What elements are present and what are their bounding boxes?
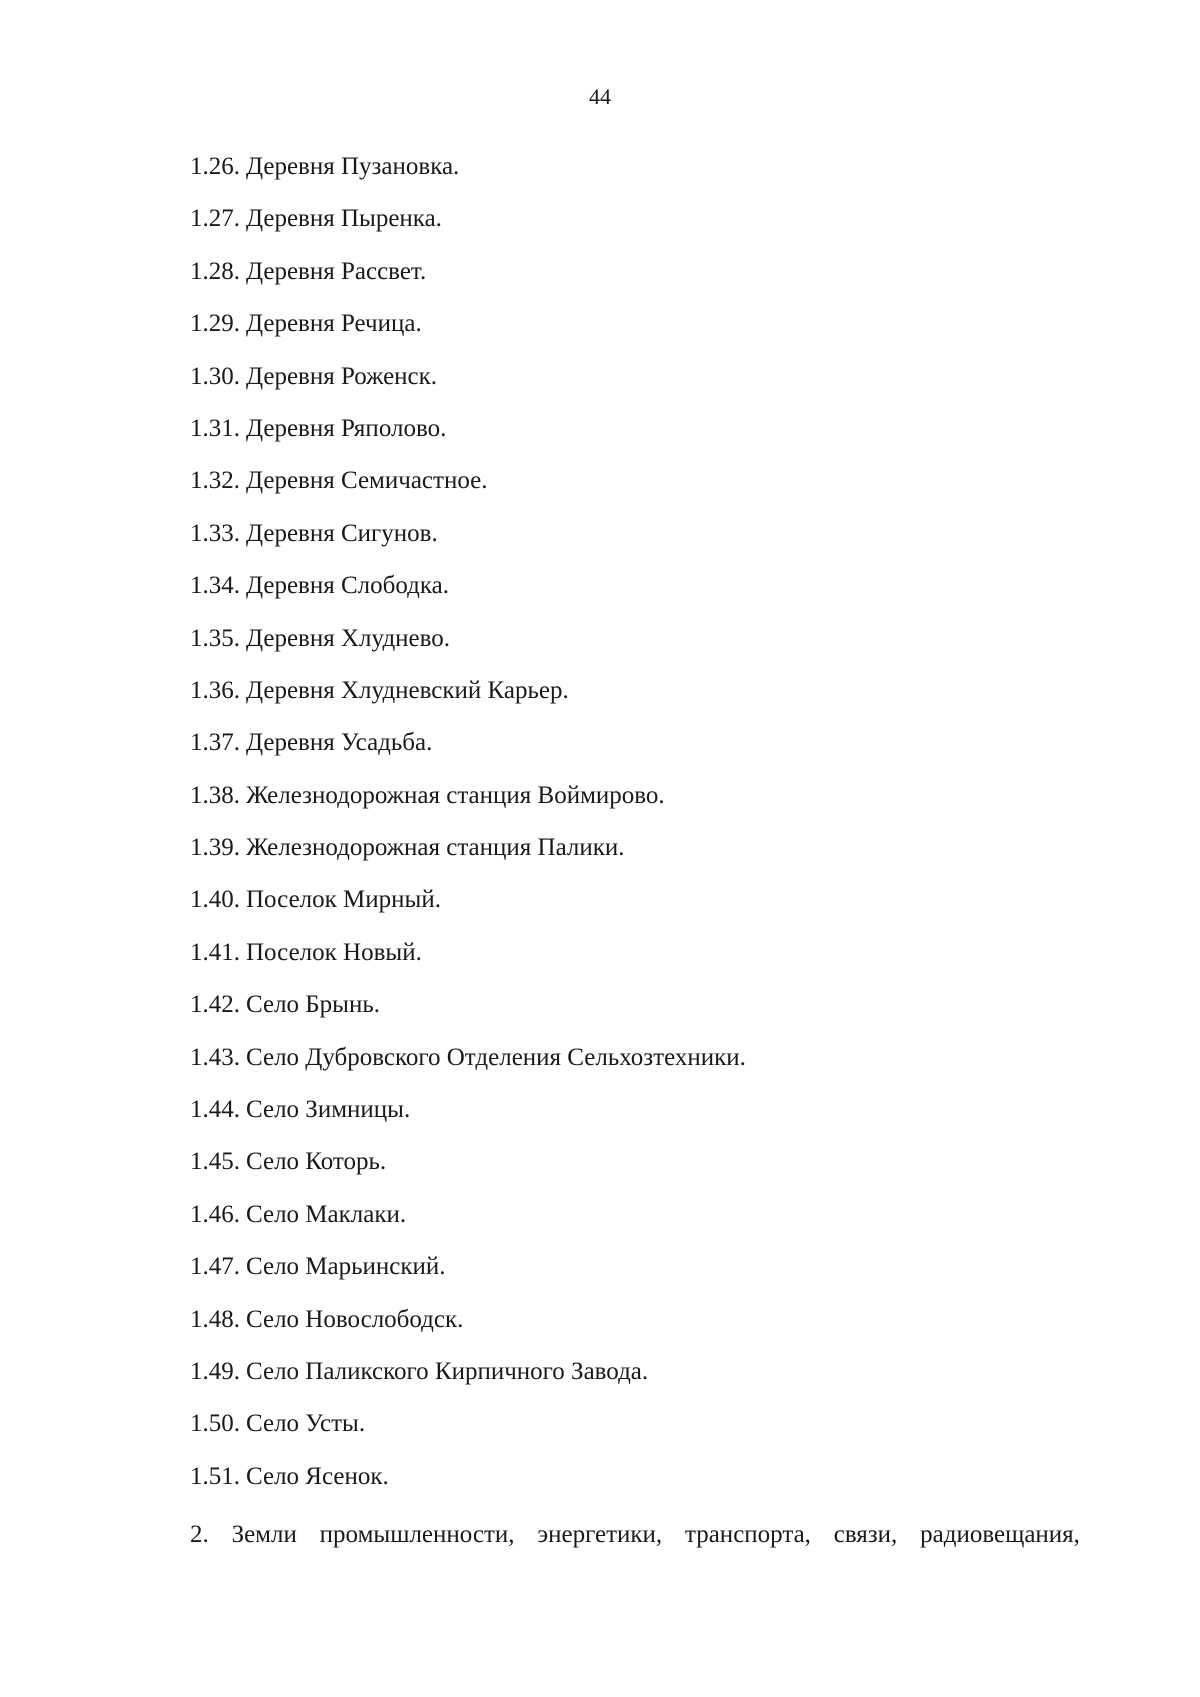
list-item [190, 728, 1090, 758]
list-item [190, 1357, 1090, 1387]
list-item [190, 1305, 1090, 1335]
list-item-text: Село Паликского Кирпичного Завода. [246, 1357, 649, 1385]
list-item [190, 1095, 1090, 1125]
heading-word: промышленности, [319, 1521, 515, 1548]
list-item [190, 833, 1090, 863]
list-item [190, 624, 1090, 654]
section-heading-line [190, 1520, 1080, 1550]
list-item-text: Деревня Хлуднево. [246, 624, 451, 652]
list-item-text: Деревня Слободка. [246, 572, 449, 600]
list-item-text: Село Которь. [246, 1148, 387, 1176]
list-item-number: 1.26. [190, 153, 240, 180]
list-item-text: Село Ясенок. [246, 1462, 389, 1490]
list-item [190, 885, 1090, 915]
list-item-number: 1.44. [190, 1096, 240, 1124]
list-item-number: 1.34. [190, 572, 240, 600]
list-item-text: Деревня Усадьба. [246, 729, 433, 757]
list-item-number: 1.48. [190, 1305, 240, 1333]
list-item-text: Село Усты. [246, 1410, 366, 1438]
list-item [190, 571, 1090, 601]
heading-word: энергетики, [537, 1521, 663, 1548]
heading-word: связи, [833, 1521, 898, 1548]
list-item-number: 1.30. [190, 362, 240, 390]
list-item-number: 1.37. [190, 729, 240, 757]
list-item-number: 1.41. [190, 938, 240, 966]
list-item [190, 257, 1090, 287]
list-item [190, 938, 1090, 968]
settlement-list [190, 152, 1090, 1514]
list-item-text: Село Зимницы. [246, 1096, 411, 1124]
list-item-number: 1.40. [190, 886, 240, 914]
list-item [190, 990, 1090, 1020]
list-item-text: Деревня Пузановка. [246, 153, 460, 180]
list-item-text: Деревня Пыренка. [246, 205, 442, 233]
list-item [190, 1462, 1090, 1492]
list-item-text: Деревня Ряполово. [246, 414, 447, 442]
list-item-number: 1.46. [190, 1200, 240, 1228]
list-item-text: Село Новослободск. [246, 1305, 464, 1333]
list-item-number: 1.38. [190, 781, 240, 809]
list-item [190, 676, 1090, 706]
heading-word: 2. [190, 1521, 209, 1548]
list-item [190, 466, 1090, 496]
list-item [190, 152, 1090, 182]
list-item [190, 1252, 1090, 1282]
list-item-text: Поселок Новый. [246, 938, 422, 966]
list-item-number: 1.39. [190, 834, 240, 862]
list-item-text: Деревня Хлудневский Карьер. [246, 676, 569, 704]
list-item [190, 362, 1090, 392]
list-item [190, 1409, 1090, 1439]
list-item-number: 1.42. [190, 991, 240, 1019]
list-item-text: Деревня Семичастное. [246, 467, 488, 495]
list-item-text: Село Марьинский. [246, 1253, 446, 1281]
list-item-number: 1.36. [190, 676, 240, 704]
list-item-number: 1.43. [190, 1043, 240, 1071]
list-item [190, 1043, 1090, 1073]
list-item [190, 309, 1090, 339]
list-item-text: Село Дубровского Отделения Сельхозтехники. [246, 1043, 746, 1071]
list-item-number: 1.29. [190, 310, 240, 338]
page-number: 44 [589, 84, 611, 109]
list-item-number: 1.33. [190, 519, 240, 547]
list-item-number: 1.27. [190, 205, 240, 233]
list-item [190, 414, 1090, 444]
list-item-number: 1.50. [190, 1410, 240, 1438]
list-item-text: Деревня Сигунов. [246, 519, 438, 547]
list-item-text: Село Маклаки. [246, 1200, 407, 1228]
list-item-number: 1.32. [190, 467, 240, 495]
list-item [190, 1200, 1090, 1230]
list-item-text: Железнодорожная станция Палики. [246, 834, 625, 862]
list-item [190, 781, 1090, 811]
list-item-text: Село Брынь. [246, 991, 380, 1019]
list-item [190, 1147, 1090, 1177]
list-item-number: 1.35. [190, 624, 240, 652]
heading-word: транспорта, [684, 1521, 811, 1548]
heading-word: Земли [231, 1521, 297, 1548]
list-item [190, 204, 1090, 234]
list-item-text: Железнодорожная станция Воймирово. [246, 781, 665, 809]
list-item-number: 1.47. [190, 1253, 240, 1281]
list-item-number: 1.51. [190, 1462, 240, 1490]
list-item-number: 1.31. [190, 414, 240, 442]
list-item-text: Поселок Мирный. [246, 886, 441, 914]
list-item-number: 1.49. [190, 1357, 240, 1385]
list-item-number: 1.28. [190, 257, 240, 285]
list-item-number: 1.45. [190, 1148, 240, 1176]
heading-word: радиовещания, [920, 1521, 1080, 1548]
list-item [190, 519, 1090, 549]
list-item-text: Деревня Роженск. [246, 362, 438, 390]
list-item-text: Деревня Речица. [246, 310, 422, 338]
list-item-text: Деревня Рассвет. [246, 257, 427, 285]
